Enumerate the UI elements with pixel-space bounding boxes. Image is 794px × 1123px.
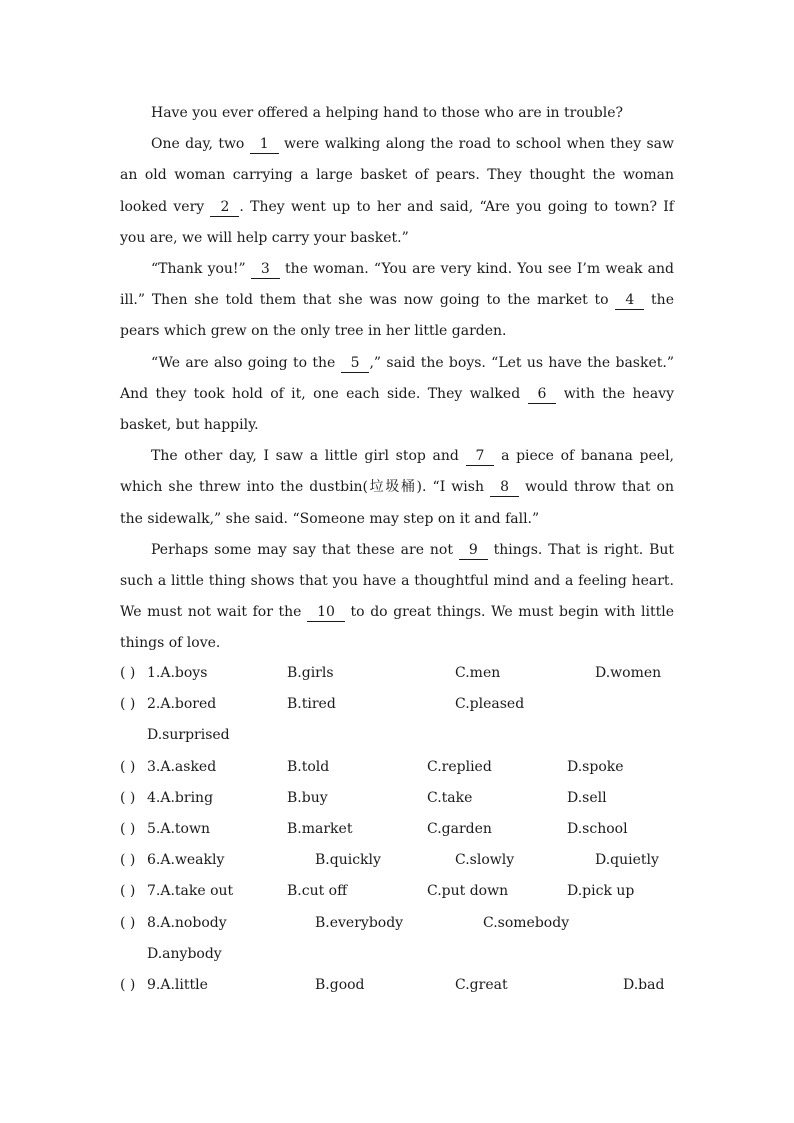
question-stem: 5.A.town [147,821,210,837]
option-d: D.women [595,665,662,681]
paragraph-text: would throw that on the sidewalk,” she said. “Someone may step on it and fall.” [120,479,674,527]
option-c: C.slowly [455,852,515,868]
answer-parentheses[interactable]: ( ) [120,665,136,681]
answer-parentheses[interactable]: ( ) [120,790,136,806]
paragraph-3 [120,254,674,348]
option-c: C.pleased [455,696,525,712]
question-2 [120,689,720,720]
question-stem: 3.A.asked [147,759,217,775]
blank-1: 1 [250,135,279,154]
paragraph-text: to do great things. We must begin with little things of love. [120,604,674,652]
option-d: D.pick up [567,883,635,899]
option-c: C.somebody [483,915,570,931]
question-stem: 6.A.weakly [147,852,225,868]
question-8 [120,908,720,939]
paragraph-text: Perhaps some may say that these are not [151,541,459,558]
option-b: B.girls [287,665,334,681]
blank-3: 3 [251,260,280,279]
answer-parentheses[interactable]: ( ) [120,883,136,899]
blank-9: 9 [459,541,488,560]
paragraph-5 [120,441,674,535]
paragraph-text: . They went up to her and said, “Are you going to town? If you are, we will help carry your basket.” [120,198,674,246]
option-d: D.sell [567,790,607,806]
blank-7: 7 [466,447,495,466]
option-c: C.take [427,790,473,806]
option-b: B.market [287,821,353,837]
paragraph-text: the pears which grew on the only tree in her little garden. [120,292,674,340]
option-b: B.buy [287,790,328,806]
blank-4: 4 [615,291,644,310]
question-8-option-d: D.anybody [147,946,222,962]
paragraph-1 [120,98,674,129]
question-7 [120,876,720,907]
question-stem: 1.A.boys [147,665,208,681]
answer-parentheses[interactable]: ( ) [120,696,136,712]
paragraph-text: things. That is right. But such a little thing shows that you have a thoughtful mind and a feeling heart. We must not wait for the [120,541,674,621]
paragraph-text: The other day, I saw a little girl stop and [151,448,466,465]
question-9 [120,970,720,1001]
paragraph-text: Have you ever offered a helping hand to those who are in trouble? [151,105,624,121]
answer-parentheses[interactable]: ( ) [120,977,136,993]
question-stem: 4.A.bring [147,790,214,806]
paragraph-text: the woman. “You are very kind. You see I’m weak and ill.” Then she told them that she was now going to the market to [120,261,674,309]
question-2-option-d: D.surprised [147,727,230,743]
paragraph-text: ,” said the boys. “Let us have the basket.” And they took hold of it, one each side. They walked [120,354,674,402]
paragraph-2 [120,129,674,254]
paragraph-6 [120,535,674,660]
option-c: C.garden [427,821,492,837]
option-d: D.bad [623,977,665,993]
paragraph-text: “We are also going to the [151,354,341,371]
option-c: C.put down [427,883,509,899]
question-6 [120,845,720,876]
option-c: C.great [455,977,508,993]
option-b: B.good [315,977,365,993]
blank-5: 5 [341,354,370,373]
blank-2: 2 [210,198,239,217]
question-3 [120,752,720,783]
question-stem: 2.A.bored [147,696,217,712]
option-d: D.quietly [595,852,659,868]
paragraph-text: One day, two [151,136,250,153]
option-c: C.men [455,665,501,681]
option-b: B.everybody [315,915,404,931]
option-b: B.told [287,759,330,775]
answer-parentheses[interactable]: ( ) [120,915,136,931]
option-d: D.spoke [567,759,624,775]
answer-parentheses[interactable]: ( ) [120,759,136,775]
question-5 [120,814,720,845]
option-b: B.tired [287,696,336,712]
question-stem: 7.A.take out [147,883,234,899]
option-b: B.quickly [315,852,381,868]
paragraph-text: “Thank you!” [151,261,251,278]
option-c: C.replied [427,759,492,775]
answer-parentheses[interactable]: ( ) [120,852,136,868]
answer-parentheses[interactable]: ( ) [120,821,136,837]
question-stem: 9.A.little [147,977,208,993]
paragraph-text: were walking along the road to school when they saw an old woman carrying a large basket of pears. They thought the woman looked very [120,136,674,215]
blank-8: 8 [490,478,519,497]
paragraph-text: a piece of banana peel, which she threw into the dustbin(垃圾桶). “I wish [120,448,674,496]
option-d: D.school [567,821,628,837]
question-stem: 8.A.nobody [147,915,227,931]
option-b: B.cut off [287,883,348,899]
cloze-passage [120,98,674,660]
blank-10: 10 [307,603,345,622]
question-1 [120,658,720,689]
paragraph-text: with the heavy basket, but happily. [120,385,674,434]
blank-6: 6 [528,385,557,404]
paragraph-4 [120,348,674,442]
question-4 [120,783,720,814]
